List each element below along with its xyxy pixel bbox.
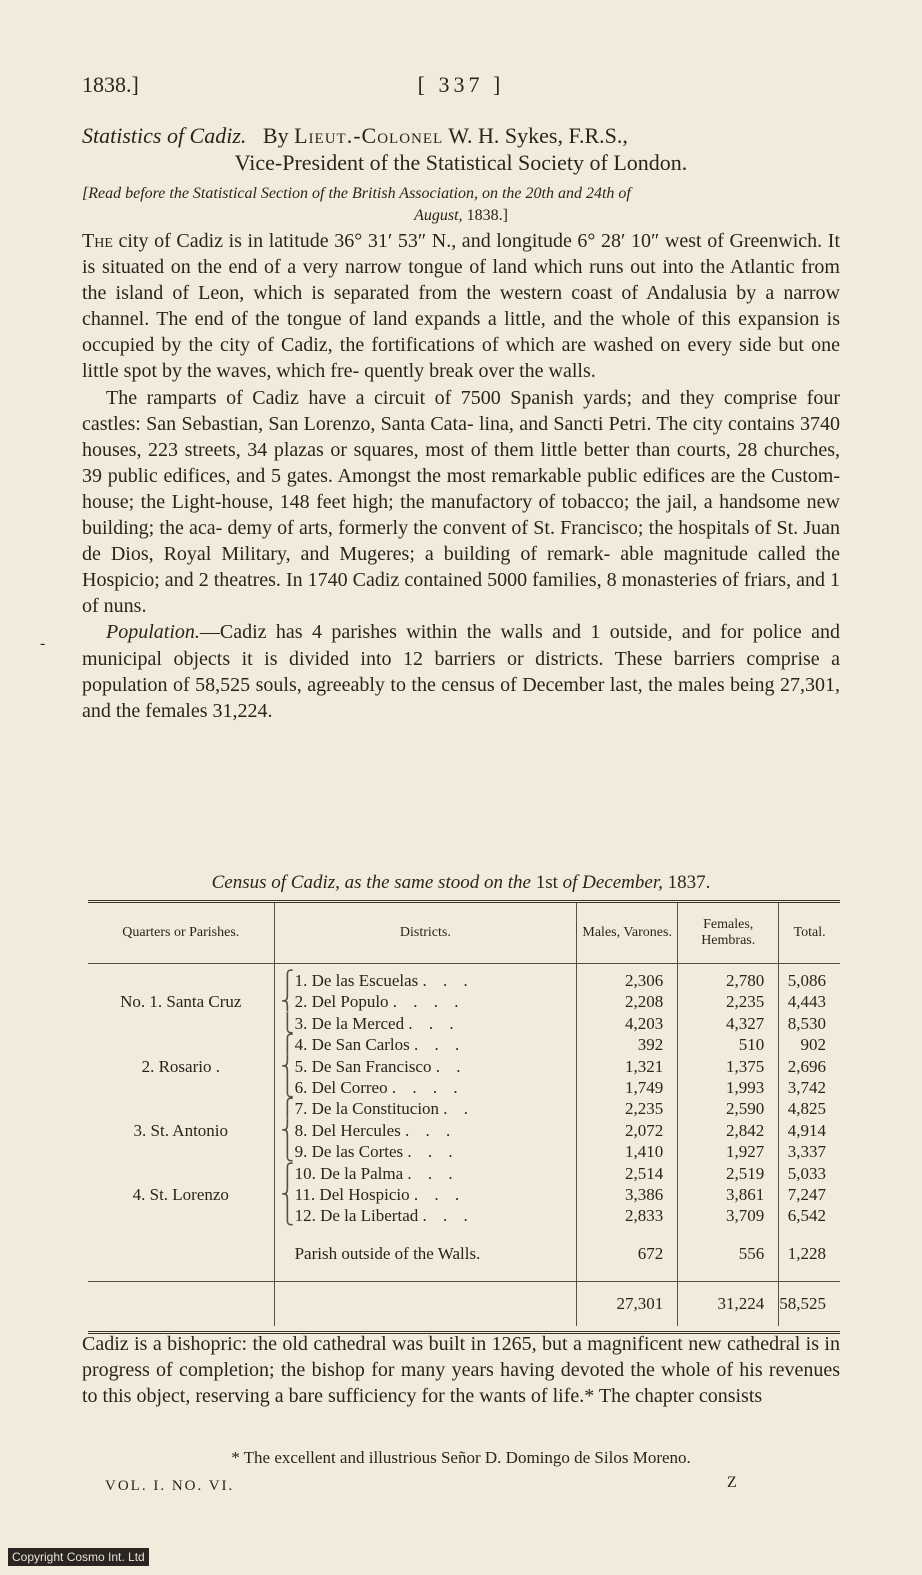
article-title — [82, 122, 840, 149]
header-quarters: Quarters or Parishes. — [88, 903, 274, 964]
brace-mark: ⎧ — [280, 1098, 295, 1119]
quarter-cell — [88, 1077, 274, 1098]
brace-mark: ⎧ — [280, 970, 295, 990]
district-name: 8. Del Hercules — [294, 1120, 401, 1140]
leader-dots: . . . — [414, 1035, 466, 1055]
header-year: 1838.] — [82, 72, 139, 97]
males-cell: 1,410 — [577, 1141, 678, 1162]
read-before-month: August, — [414, 207, 463, 224]
brace-mark: ⎩ — [280, 1141, 295, 1162]
quarter-cell: 2. Rosario . — [88, 1056, 274, 1077]
district-name: 10. De la Palma — [294, 1163, 404, 1183]
brace-mark: ⎩ — [280, 1077, 295, 1098]
table-caption — [82, 872, 840, 894]
females-cell: 2,519 — [678, 1163, 779, 1184]
table-row — [88, 1098, 840, 1119]
copyright-watermark: Copyright Cosmo Int. Ltd — [8, 1548, 149, 1566]
total-cell: 8,530 — [787, 1013, 826, 1033]
district-cell — [274, 1056, 577, 1077]
district-name: 2. Del Populo — [294, 992, 389, 1012]
males-cell: 2,514 — [577, 1163, 678, 1184]
males-cell: 2,235 — [577, 1098, 678, 1119]
females-cell: 2,842 — [678, 1120, 779, 1141]
quarter-cell: No. 1. Santa Cruz — [88, 991, 274, 1012]
signature-mark: VOL. I. NO. VI. — [105, 1478, 235, 1494]
total-cell: 6,542 — [787, 1206, 826, 1226]
females-cell: 510 — [678, 1034, 779, 1055]
table-row — [88, 1141, 840, 1162]
district-name: 1. De las Escuelas — [294, 971, 419, 990]
leader-dots: . . . . — [391, 1078, 464, 1098]
leader-dots: . . . — [413, 1185, 466, 1205]
district-cell — [274, 1098, 577, 1119]
table-header-row — [88, 903, 840, 964]
leader-dots: . . . — [422, 971, 474, 990]
total-cell: 2,696 — [787, 1056, 826, 1076]
females-cell: 2,780 — [678, 964, 779, 992]
total-cell: 902 — [800, 1035, 826, 1055]
leader-dots: . . — [443, 1099, 475, 1119]
females-cell: 1,927 — [678, 1141, 779, 1162]
district-name: 11. Del Hospicio — [294, 1185, 410, 1205]
district-name: 5. De San Francisco — [294, 1056, 432, 1076]
header-districts: Districts. — [274, 903, 577, 964]
district-cell — [274, 1013, 577, 1034]
district-cell — [274, 1184, 577, 1205]
total-cell: 3,742 — [787, 1078, 826, 1098]
leader-dots: . . . — [408, 1013, 460, 1033]
read-before-note: [Read before the Statistical Section of the British Association, on the 20th and 24th of — [82, 185, 631, 202]
district-name: 9. De las Cortes — [294, 1142, 404, 1162]
drop-word: The — [82, 230, 113, 252]
total-cell: 1,228 — [779, 1227, 840, 1282]
table-row — [88, 1013, 840, 1034]
males-cell: 2,833 — [577, 1205, 678, 1226]
district-cell — [274, 1141, 577, 1162]
brace-mark: ⎧ — [280, 1034, 295, 1055]
total-cell: 4,914 — [787, 1120, 826, 1140]
quarter-cell — [88, 1205, 274, 1226]
title-italic: Statistics of Cadiz. — [82, 123, 247, 148]
table-row — [88, 1205, 840, 1226]
totals-row — [88, 1281, 840, 1326]
quarter-cell — [88, 964, 274, 992]
females-cell: 2,235 — [678, 991, 779, 1012]
district-cell — [274, 991, 577, 1012]
females-cell: 2,590 — [678, 1098, 779, 1119]
paragraph-3-text: —Cadiz has 4 parishes within the walls and 1 outside, and for police and municipal objects it is divided into 12 barriers or districts. These barriers comprise a population of 58,525 souls, agreeably to the census of December last, the males being 27,301, and the females 31,224. — [82, 621, 840, 722]
paragraph-4: Cadiz is a bishopric: the old cathedral was built in 1265, but a magnificent new cathedral is in progress of completion; the bishop for many years having devoted the whole of his revenues to this object, reserving a bare sufficiency for the wants of life.* The chapter consists — [82, 1333, 840, 1408]
district-cell — [274, 1205, 577, 1226]
caption-part-1: Census of Cadiz, as the same stood on the — [211, 872, 531, 893]
brace-mark: ⎩ — [280, 1012, 295, 1033]
total-cell: 7,247 — [787, 1185, 826, 1205]
district-name: 4. De San Carlos — [294, 1035, 410, 1055]
brace-mark: ⎩ — [280, 1205, 295, 1226]
males-cell: 4,203 — [577, 1013, 678, 1034]
quarter-cell — [88, 1098, 274, 1119]
leader-dots: . . — [435, 1056, 467, 1076]
header-total: Total. — [779, 903, 840, 964]
females-cell: 1,375 — [678, 1056, 779, 1077]
brace-mark: ⎨ — [280, 991, 295, 1012]
females-cell: 4,327 — [678, 1013, 779, 1034]
district-cell — [274, 1120, 577, 1141]
running-header — [82, 72, 840, 104]
brace-mark: ⎨ — [280, 1119, 295, 1140]
leader-dots: . . . — [405, 1120, 457, 1140]
paragraph-1-text: city of Cadiz is in latitude 36° 31′ 53″ N., and longitude 6° 28′ 10″ west of Greenwich. It is situated on the end of a very narrow tongue of land which runs out into the Atlantic from the island of Leon, which is separated from the western coast of Andalusia by a narrow channel. The end of the tongue of land expands a little, and the whole of this expansion is occupied by the city of Cadiz, the fortifications of which are washed on every side but one little spot by the waves, which fre- quently break over the walls. — [82, 230, 840, 383]
header-females: Females, Hembras. — [678, 903, 779, 964]
males-cell: 2,208 — [577, 991, 678, 1012]
females-cell: 3,861 — [678, 1184, 779, 1205]
read-before-note-line2 — [82, 205, 840, 227]
table-row — [88, 1056, 840, 1077]
males-cell: 3,386 — [577, 1184, 678, 1205]
total-cell: 3,337 — [787, 1142, 826, 1162]
outside-label: Parish outside of the Walls. — [274, 1227, 577, 1282]
paragraph-1 — [82, 228, 840, 385]
quarter-cell — [88, 1141, 274, 1162]
leader-dots: . . . — [407, 1163, 459, 1183]
total-cell: 5,033 — [787, 1163, 826, 1183]
signature-letter: Z — [727, 1474, 737, 1491]
males-cell: 672 — [577, 1227, 678, 1282]
table-row — [88, 1120, 840, 1141]
table-row — [88, 1034, 840, 1055]
page-number: [ 337 ] — [417, 72, 505, 97]
females-cell: 556 — [678, 1227, 779, 1282]
leader-dots: . . . — [422, 1206, 474, 1226]
total-cell: 4,825 — [787, 1099, 826, 1119]
footnote: * The excellent and illustrious Señor D. Domingo de Silos Moreno. — [231, 1448, 691, 1467]
article-subtitle: Vice-President of the Statistical Society of London. — [234, 150, 688, 175]
district-name: 12. De la Libertad — [294, 1206, 419, 1226]
grand-total: 58,525 — [779, 1294, 826, 1314]
quarter-cell: 3. St. Antonio — [88, 1120, 274, 1141]
females-total: 31,224 — [678, 1281, 779, 1326]
leader-dots: . . . — [407, 1142, 459, 1162]
author-name: W. H. Sykes, F.R.S., — [448, 123, 628, 148]
males-cell: 2,306 — [577, 964, 678, 992]
quarter-cell — [88, 1013, 274, 1034]
males-total: 27,301 — [577, 1281, 678, 1326]
brace-mark: ⎨ — [280, 1055, 295, 1076]
district-name: 3. De la Merced — [294, 1013, 405, 1033]
district-cell — [274, 1077, 577, 1098]
males-cell: 1,749 — [577, 1077, 678, 1098]
males-cell: 2,072 — [577, 1120, 678, 1141]
table-row — [88, 964, 840, 992]
quarter-cell — [88, 1227, 274, 1282]
brace-mark: ⎨ — [280, 1184, 295, 1205]
header-males: Males, Varones. — [577, 903, 678, 964]
females-cell: 1,993 — [678, 1077, 779, 1098]
caption-part-2: 1st — [535, 872, 558, 893]
paragraph-3 — [82, 619, 840, 723]
table-row — [88, 1184, 840, 1205]
brace-mark: ⎧ — [280, 1162, 295, 1183]
author-rank: Lieut.-Colonel — [294, 123, 444, 148]
title-by: By — [262, 123, 289, 148]
females-cell: 3,709 — [678, 1205, 779, 1226]
paragraph-2: The ramparts of Cadiz have a circuit of 7500 Spanish yards; and they comprise four castles: San Sebastian, San Lorenzo, Santa Cata- lina, and Sancti Petri. The city contains 3740 houses, 223 streets, 34 plazas or squares, most of them little better than courts, 28 churches, 39 public edifices, and 5 gates. Amongst the most remarkable public edifices are the Custom-house; the Light-house, 148 feet high; the manufactory of tobacco; the jail, a handsome new building; the aca- demy of arts, formerly the convent of St. Francisco; the hospitals of St. Juan de Dios, Royal Military, and Mugeres; a building of remark- able magnitude called the Hospicio; and 2 theatres. In 1740 Cadiz contained 5000 families, 8 monasteries of friars, and 1 of nuns. — [82, 386, 840, 618]
population-heading: Population. — [106, 621, 200, 644]
body-text-top — [82, 228, 840, 724]
table-row — [88, 1163, 840, 1184]
district-cell — [274, 1034, 577, 1055]
table-row — [88, 991, 840, 1012]
caption-part-3: of December, — [562, 872, 663, 893]
males-cell: 1,321 — [577, 1056, 678, 1077]
males-cell: 392 — [577, 1034, 678, 1055]
read-before-year: 1838.] — [466, 207, 508, 224]
margin-mark: - — [40, 635, 46, 652]
census-table — [88, 900, 840, 1334]
quarter-cell — [88, 1034, 274, 1055]
district-cell — [274, 1163, 577, 1184]
outside-walls-row — [88, 1227, 840, 1282]
quarter-cell: 4. St. Lorenzo — [88, 1184, 274, 1205]
leader-dots: . . . . — [392, 992, 465, 1012]
total-cell: 4,443 — [787, 992, 826, 1012]
district-name: 6. Del Correo — [294, 1078, 388, 1098]
district-cell — [274, 1281, 577, 1326]
quarter-cell — [88, 1281, 274, 1326]
table-row — [88, 1077, 840, 1098]
caption-part-4: 1837. — [667, 872, 711, 893]
district-name: 7. De la Constitucion — [294, 1099, 440, 1119]
body-text-bottom — [82, 1331, 840, 1409]
quarter-cell — [88, 1163, 274, 1184]
district-cell — [274, 964, 577, 992]
total-cell: 5,086 — [787, 971, 826, 990]
